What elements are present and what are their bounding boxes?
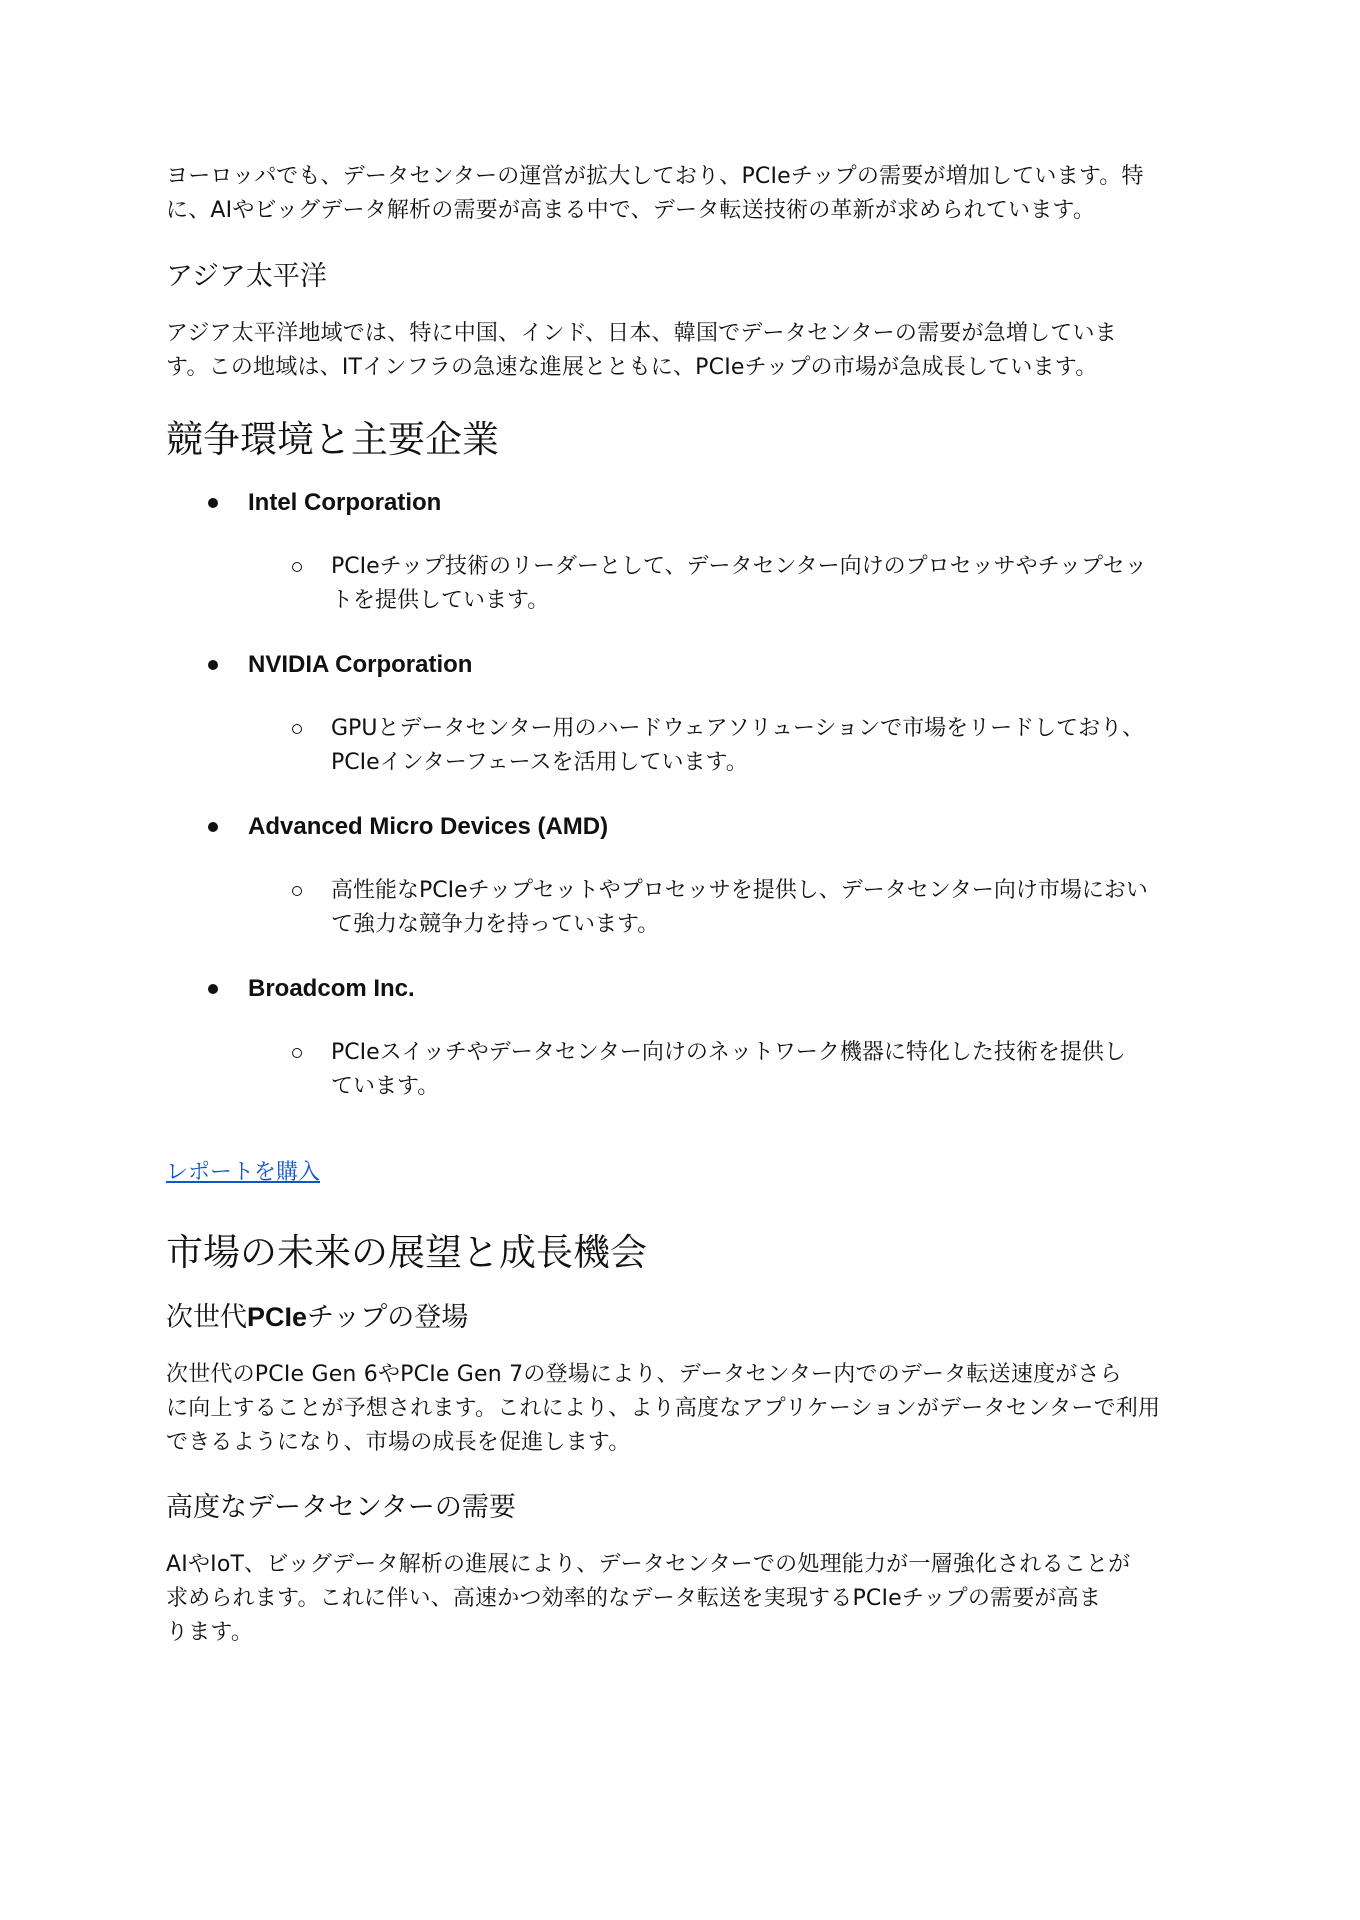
company-list: [166, 486, 1206, 1104]
company-description-line-1: PCIeスイッチやデータセンター向けのネットワーク機器に特化した技術を提供し: [331, 1040, 1126, 1065]
company-description: [166, 874, 1191, 942]
bullet-circle-icon: [292, 562, 302, 572]
company-name: [166, 810, 1206, 844]
company-name-text: NVIDIA Corporation: [248, 651, 473, 678]
advanced-dc-paragraph-line-2: 求められます。これに伴い、高速かつ効率的なデータ転送を実現するPCIeチップの需要が高ま: [166, 1586, 1102, 1611]
company-item-amd: [166, 810, 1206, 942]
next-gen-paragraph-line-2: に向上することが予想されます。これにより、より高度なアプリケーションがデータセンターで利用: [166, 1396, 1161, 1421]
bullet-dot-icon: [208, 822, 218, 832]
company-name-text: Advanced Micro Devices (AMD): [248, 813, 609, 840]
company-item-broadcom: [166, 972, 1206, 1104]
company-description-line-1: GPUとデータセンター用のハードウェアソリューションで市場をリードしており、: [331, 716, 1145, 741]
company-description-line-2: て強力な競争力を持っています。: [331, 912, 660, 937]
company-name: [166, 486, 1206, 520]
europe-paragraph-line-1: ヨーロッパでも、データセンターの運営が拡大しており、PCIeチップの需要が増加しています。特: [166, 164, 1144, 189]
next-gen-heading-prefix: 次世代: [166, 1302, 247, 1333]
company-description-line-2: PCIeインターフェースを活用しています。: [331, 750, 748, 775]
asia-paragraph: [166, 317, 1206, 385]
next-gen-paragraph: [166, 1358, 1206, 1460]
company-name-text: Broadcom Inc.: [248, 975, 415, 1002]
europe-paragraph-line-2: に、AIやビッグデータ解析の需要が高まる中で、データ転送技術の革新が求められています。: [166, 198, 1096, 223]
bullet-circle-icon: [292, 724, 302, 734]
company-item-nvidia: [166, 648, 1206, 780]
future-heading: 市場の未来の展望と成長機会: [166, 1231, 647, 1274]
europe-paragraph: [166, 160, 1206, 228]
company-description: [166, 712, 1191, 780]
next-gen-heading-bold: PCIe: [247, 1302, 308, 1332]
company-description: [166, 1036, 1191, 1104]
company-description-line-2: トを提供しています。: [331, 588, 550, 613]
company-description-line-1: 高性能なPCIeチップセットやプロセッサを提供し、データセンター向け市場におい: [331, 878, 1148, 903]
advanced-dc-heading: 高度なデータセンターの需要: [166, 1492, 516, 1523]
company-description: [166, 550, 1191, 618]
next-gen-heading: [166, 1299, 1206, 1336]
bullet-dot-icon: [208, 660, 218, 670]
bullet-circle-icon: [292, 1048, 302, 1058]
asia-paragraph-line-2: す。この地域は、ITインフラの急速な進展とともに、PCIeチップの市場が急成長しています。: [166, 355, 1098, 380]
asia-paragraph-line-1: アジア太平洋地域では、特に中国、インド、日本、韓国でデータセンターの需要が急増していま: [166, 321, 1117, 346]
company-item-intel: [166, 486, 1206, 618]
next-gen-paragraph-line-3: できるようになり、市場の成長を促進します。: [166, 1430, 631, 1455]
competition-heading: 競争環境と主要企業: [166, 418, 499, 461]
company-name: [166, 972, 1206, 1006]
bullet-dot-icon: [208, 498, 218, 508]
purchase-link-row: [166, 1156, 1206, 1190]
company-description-line-2: ています。: [331, 1074, 440, 1099]
purchase-report-link[interactable]: レポートを購入: [166, 1160, 321, 1185]
next-gen-paragraph-line-1: 次世代のPCIe Gen 6やPCIe Gen 7の登場により、データセンター内でのデータ転送速度がさら: [166, 1362, 1122, 1387]
next-gen-heading-suffix: チップの登場: [307, 1302, 469, 1333]
document-page: [166, 160, 1206, 1650]
asia-heading: アジア太平洋: [166, 261, 327, 292]
advanced-dc-paragraph-line-3: ります。: [166, 1620, 254, 1645]
bullet-circle-icon: [292, 886, 302, 896]
advanced-dc-paragraph: [166, 1548, 1206, 1650]
bullet-dot-icon: [208, 984, 218, 994]
advanced-dc-paragraph-line-1: AIやIoT、ビッグデータ解析の進展により、データセンターでの処理能力が一層強化されることが: [166, 1552, 1131, 1577]
company-name-text: Intel Corporation: [248, 489, 442, 516]
company-description-line-1: PCIeチップ技術のリーダーとして、データセンター向けのプロセッサやチップセッ: [331, 554, 1147, 579]
company-name: [166, 648, 1206, 682]
